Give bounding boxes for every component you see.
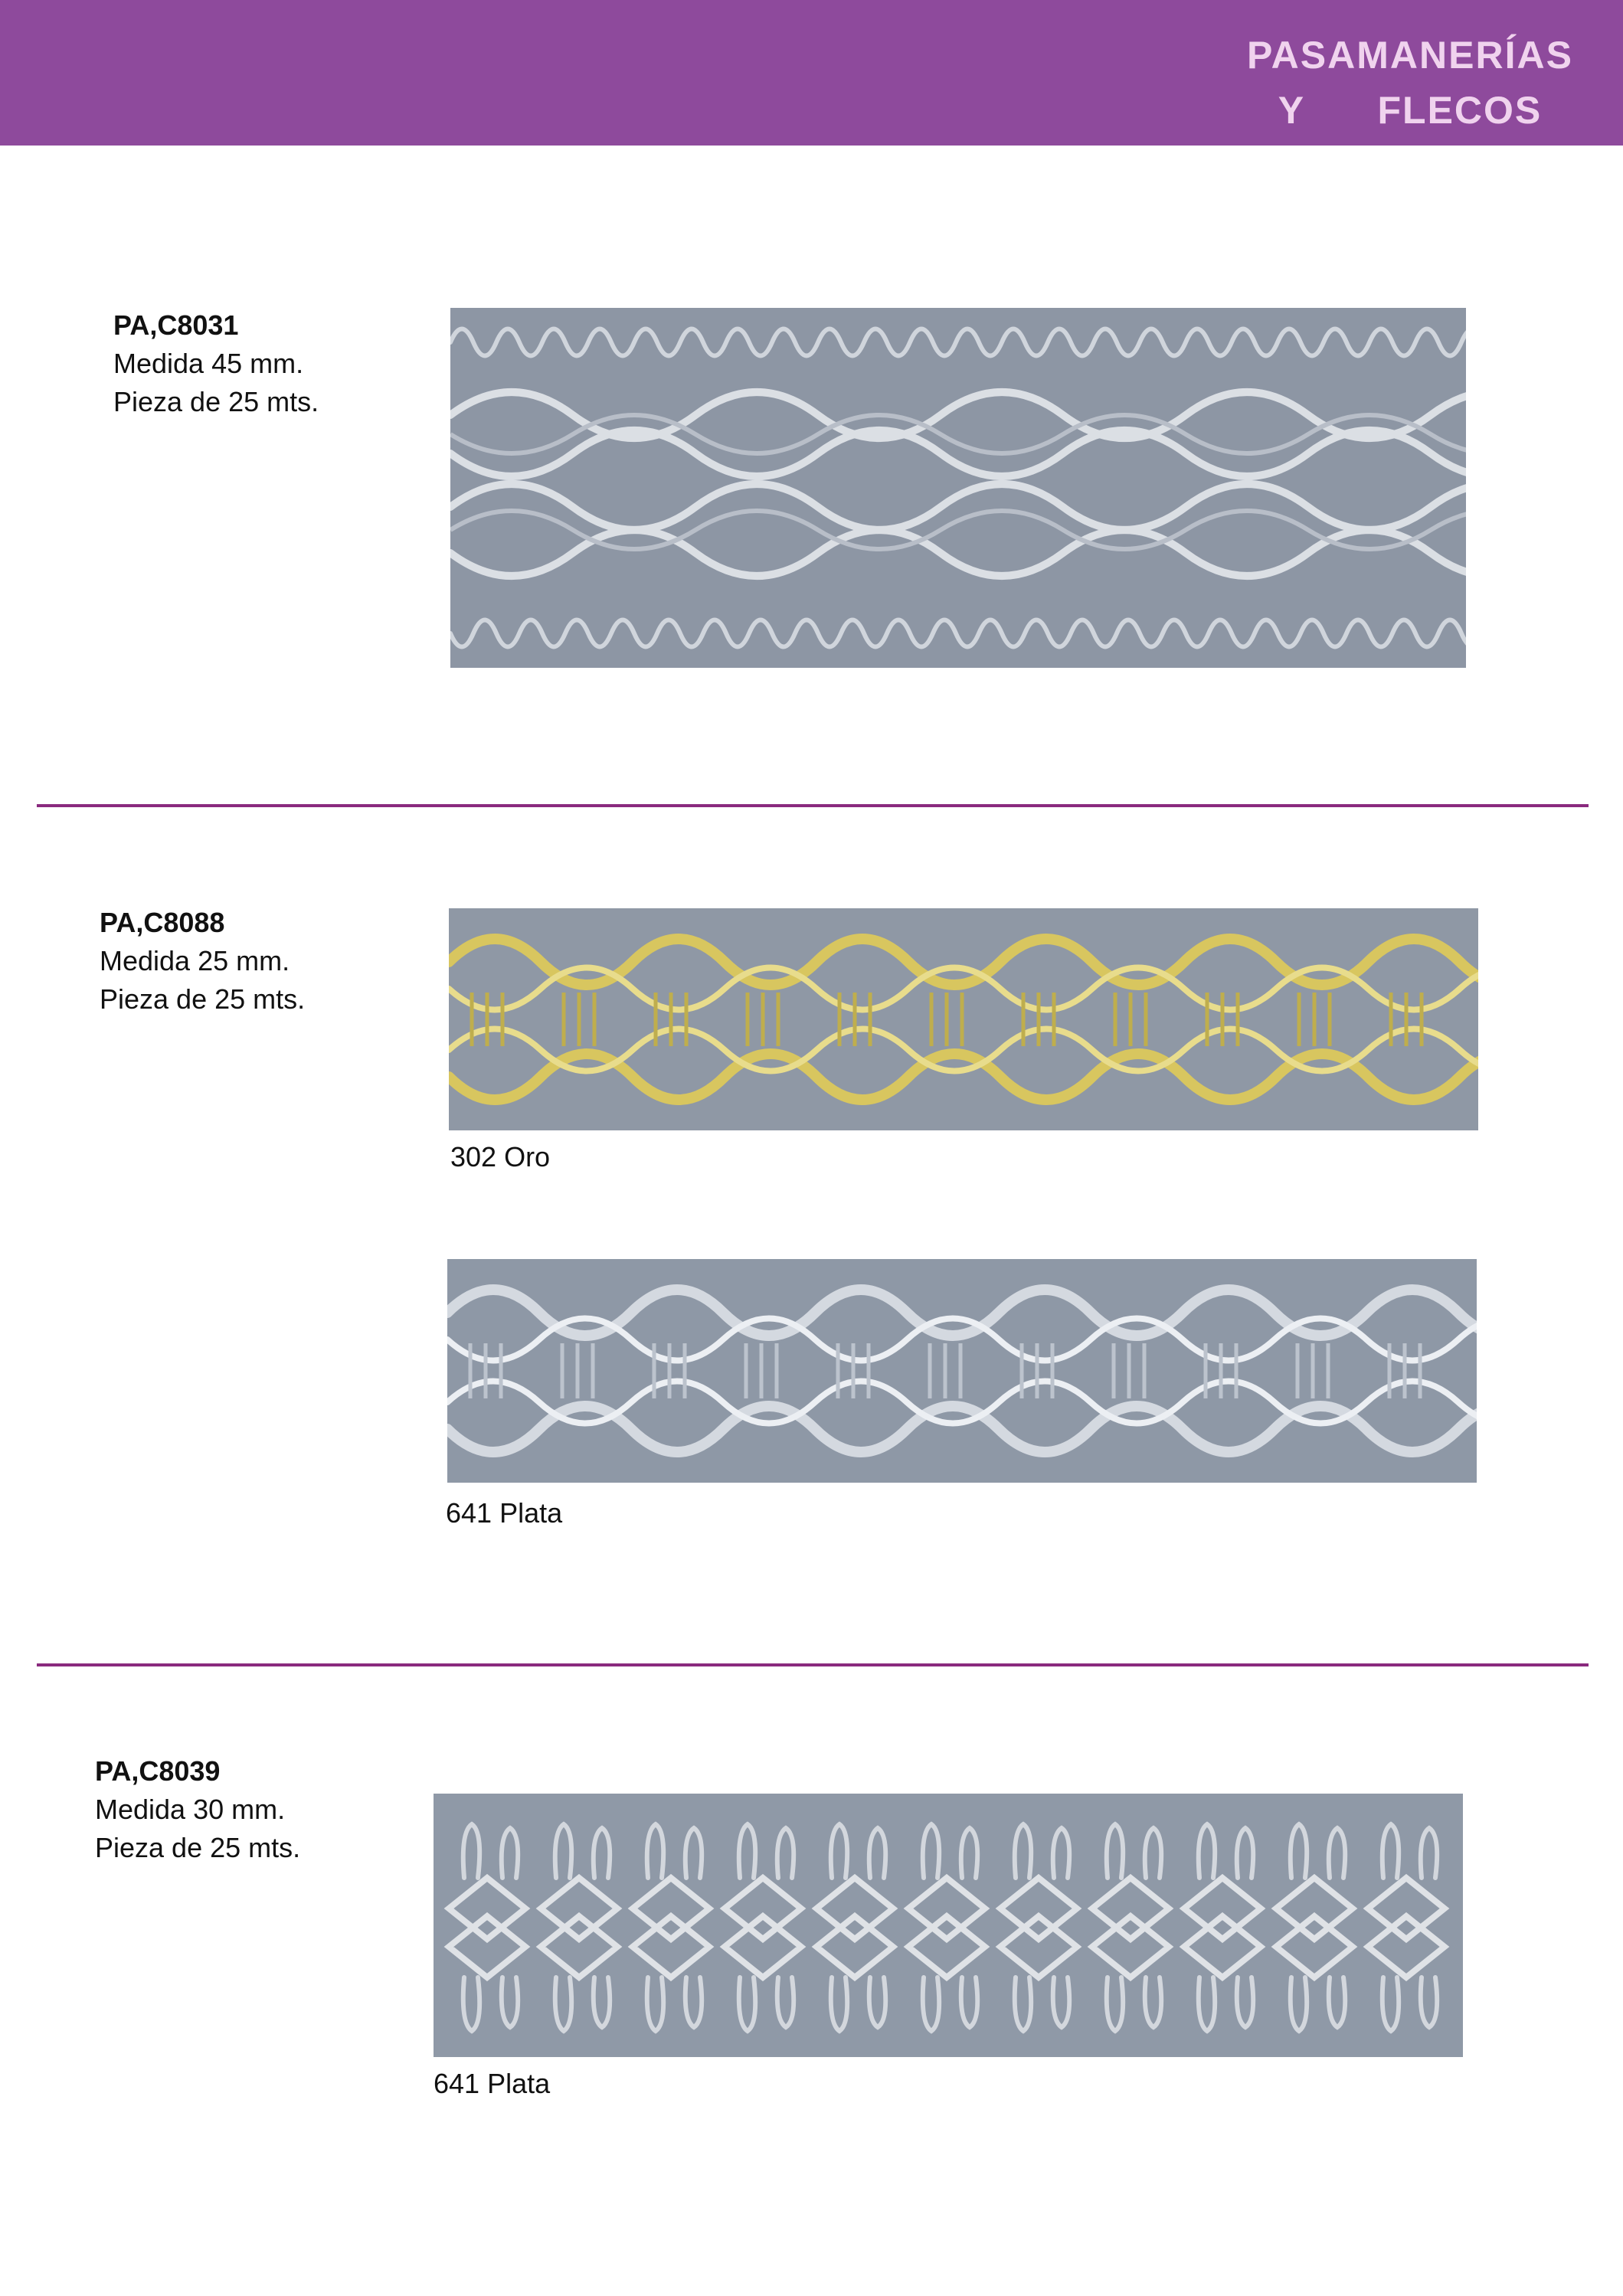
braid-pattern-c8088-gold — [449, 908, 1478, 1130]
trim-swatch-image — [447, 1259, 1477, 1483]
header-title — [1234, 28, 1586, 138]
product-piece: Pieza de 25 mts. — [95, 1832, 301, 1863]
product-measure: Medida 25 mm. — [100, 945, 290, 976]
page-header — [0, 0, 1623, 146]
header-title-line1: PASAMANERÍAS — [1247, 34, 1573, 77]
product-code: PA,C8031 — [113, 309, 239, 341]
swatch-caption: 641 Plata — [446, 1497, 563, 1529]
trim-swatch-image — [450, 308, 1466, 668]
product-code: PA,C8088 — [100, 907, 225, 938]
product-piece: Pieza de 25 mts. — [100, 983, 306, 1015]
braid-pattern-c8039-silver — [434, 1794, 1463, 2057]
trim-swatch-image — [449, 908, 1478, 1130]
trim-swatch-image — [434, 1794, 1463, 2057]
product-code: PA,C8039 — [95, 1755, 221, 1787]
braid-pattern-c8031 — [450, 308, 1466, 668]
section-divider — [37, 804, 1589, 807]
swatch-caption: 641 Plata — [434, 2068, 551, 2099]
product-measure: Medida 45 mm. — [113, 348, 304, 379]
product-info-3 — [95, 1752, 300, 1867]
product-info-2 — [100, 904, 305, 1019]
swatch-caption: 302 Oro — [450, 1141, 551, 1173]
header-title-line2: Y FLECOS — [1278, 89, 1543, 132]
section-divider — [37, 1663, 1589, 1666]
product-measure: Medida 30 mm. — [95, 1794, 286, 1825]
product-piece: Pieza de 25 mts. — [113, 386, 319, 417]
braid-pattern-c8088-silver — [447, 1259, 1477, 1483]
product-info-1 — [113, 306, 319, 421]
